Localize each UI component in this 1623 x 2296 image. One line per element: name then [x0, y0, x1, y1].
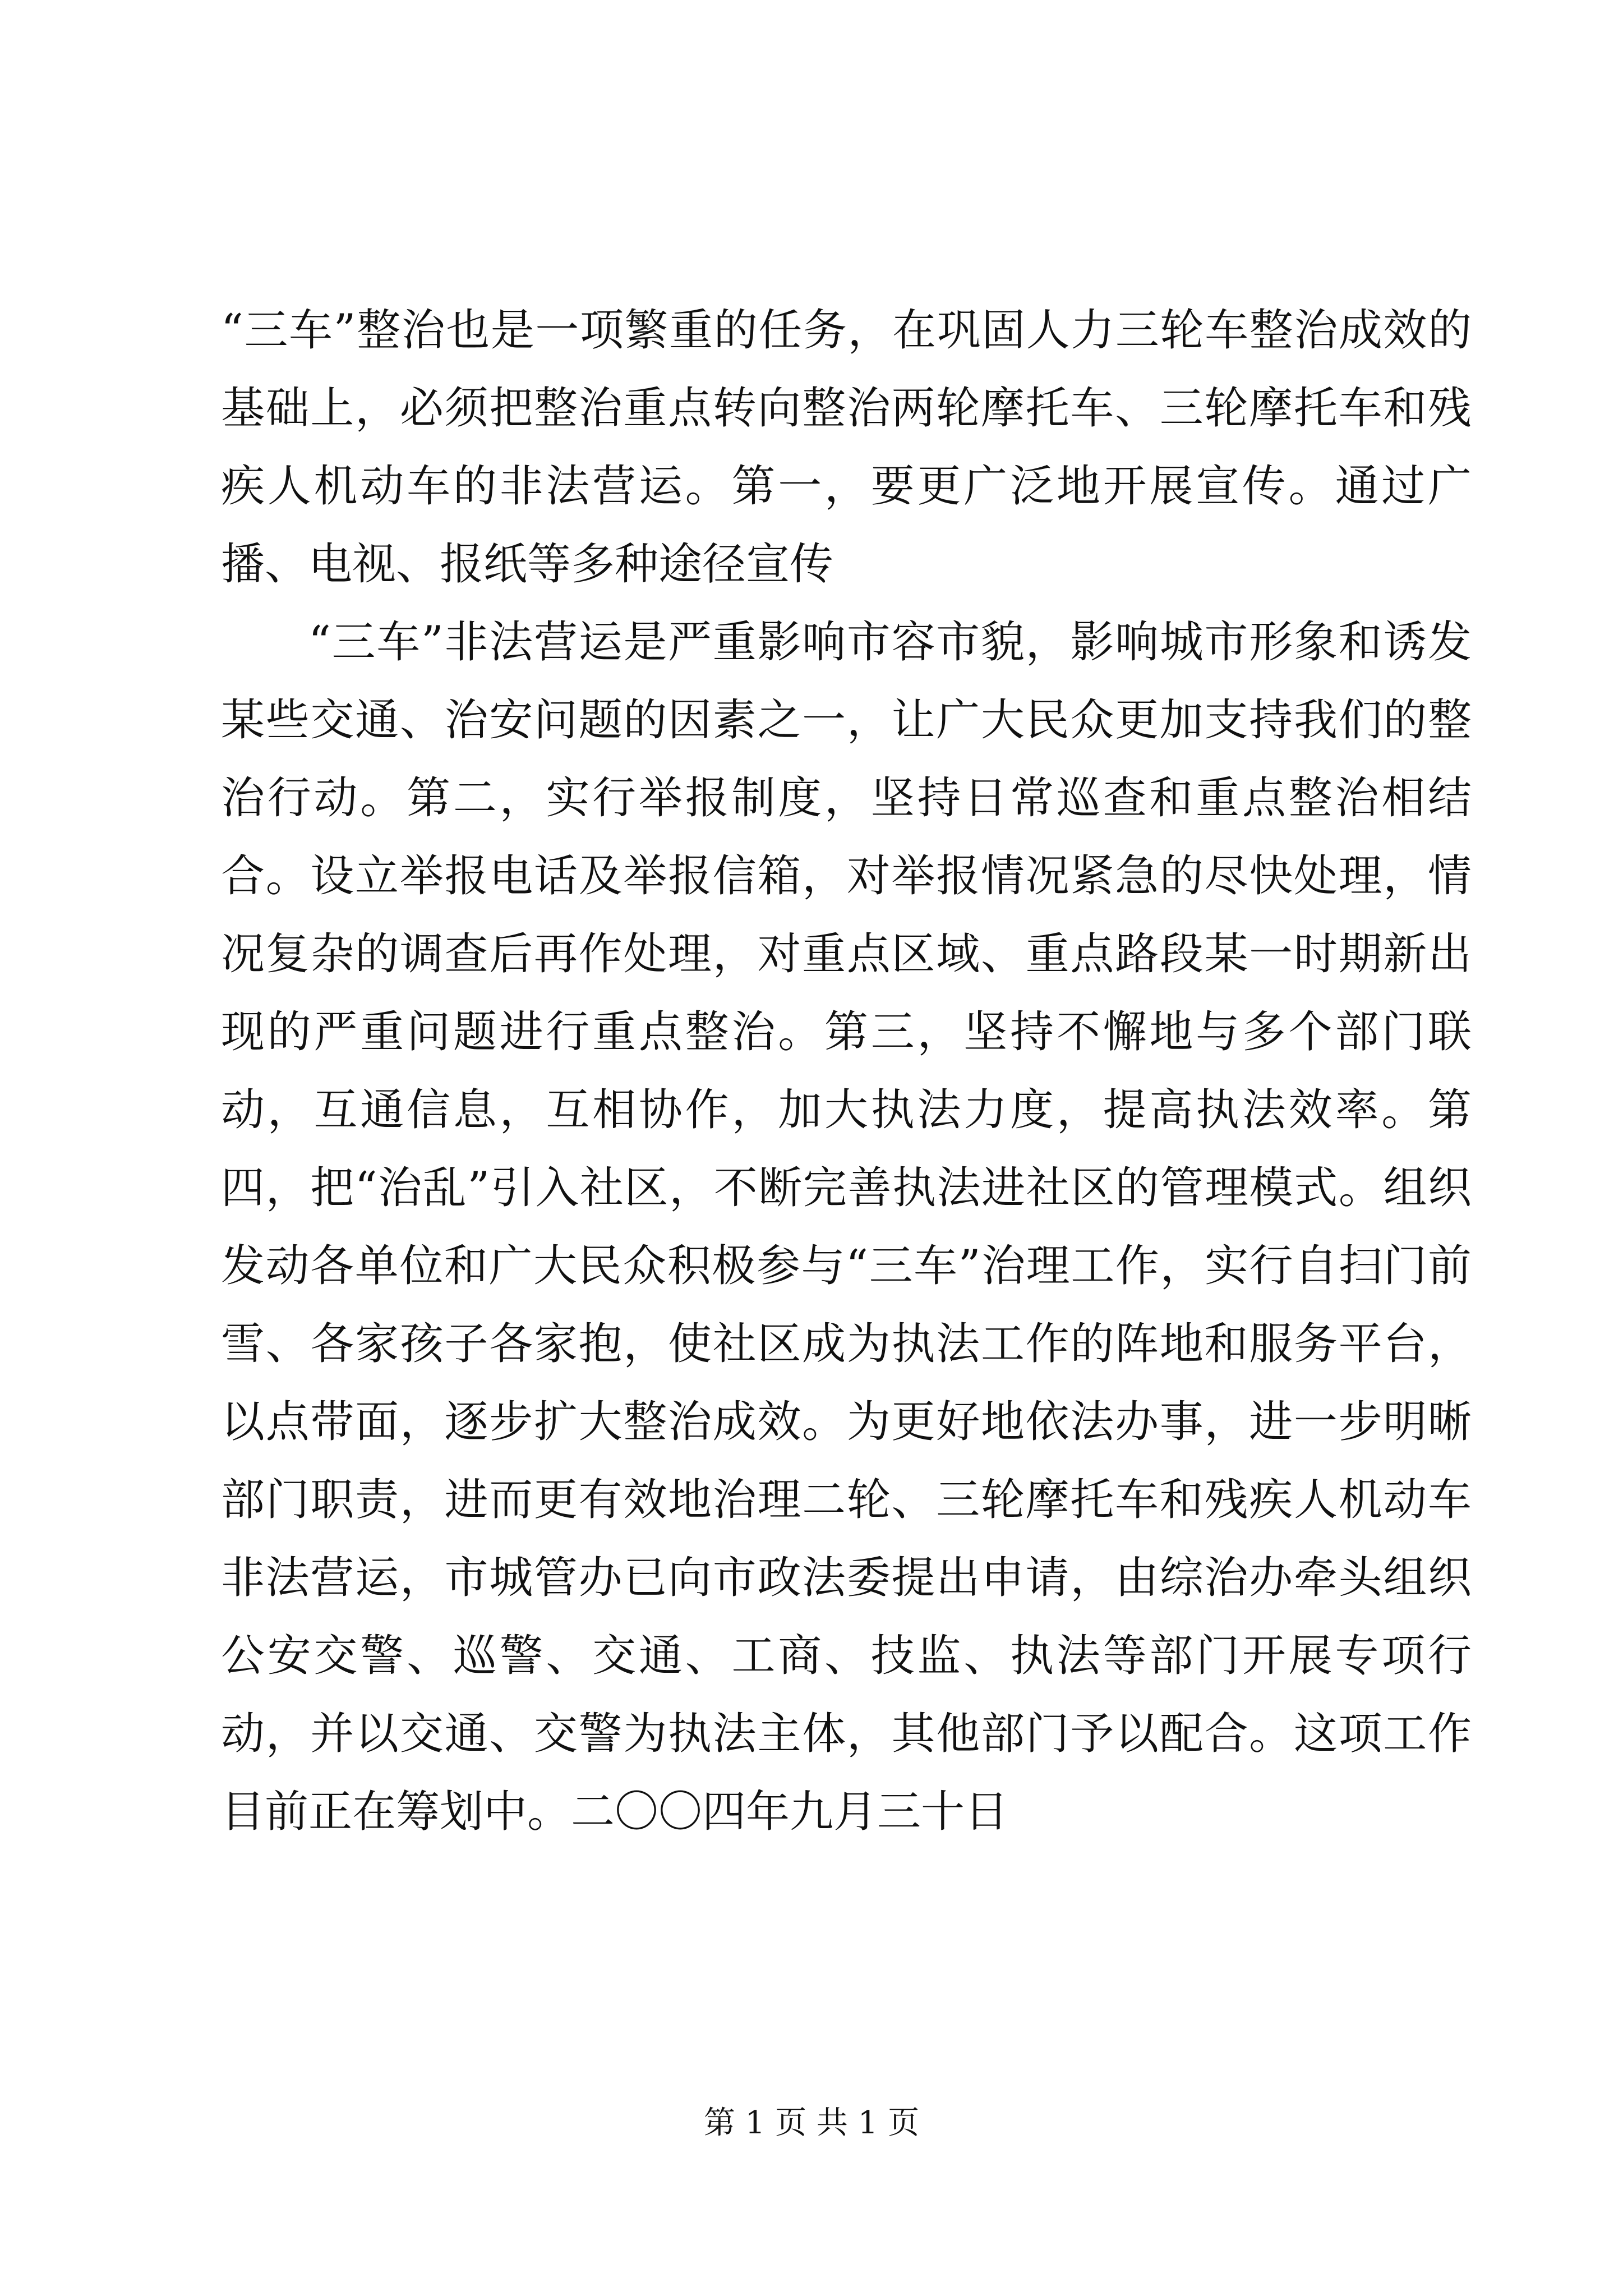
paragraph-1: “三车”整治也是一项繁重的任务，在巩固人力三轮车整治成效的基础上，必须把整治重点转向整治两轮摩托车、三轮摩托车和残疾人机动车的非法营运。第一，要更广泛地开展宣传。通过广播、电视、报纸等多种途径宣传 — [221, 305, 1472, 590]
paragraph-2: “三车”非法营运是严重影响市容市貌，影响城市形象和诱发某些交通、治安问题的因素之一，让广大民众更加支持我们的整治行动。第二，实行举报制度，坚持日常巡查和重点整治相结合。设立举报电话及举报信箱，对举报情况紧急的尽快处理，情况复杂的调查后再作处理，对重点区域、重点路段某一时期新出现的严重问题进行重点整治。第三，坚持不懈地与多个部门联动，互通信息，互相协作，加大执法力度，提高执法效率。第四，把“治乱”引入社区，不断完善执法进社区的管理模式。组织发动各单位和广大民众积极参与“三车”治理工作，实行自扫门前雪、各家孩子各家抱，使社区成为执法工作的阵地和服务平台，以点带面，逐步扩大整治成效。为更好地依法办事，进一步明晰部门职责，进而更有效地治理二轮、三轮摩托车和残疾人机动车非法营运，市城管办已向市政法委提出申请，由综治办牵头组织公安交警、巡警、交通、工商、技监、执法等部门开展专项行动，并以交通、交警为执法主体，其他部门予以配合。这项工作目前正在筹划中。二〇〇四年九月三十日 — [221, 617, 1472, 1837]
document-body — [221, 292, 1472, 1851]
page-footer: 第 1 页 共 1 页 — [703, 2105, 920, 2141]
